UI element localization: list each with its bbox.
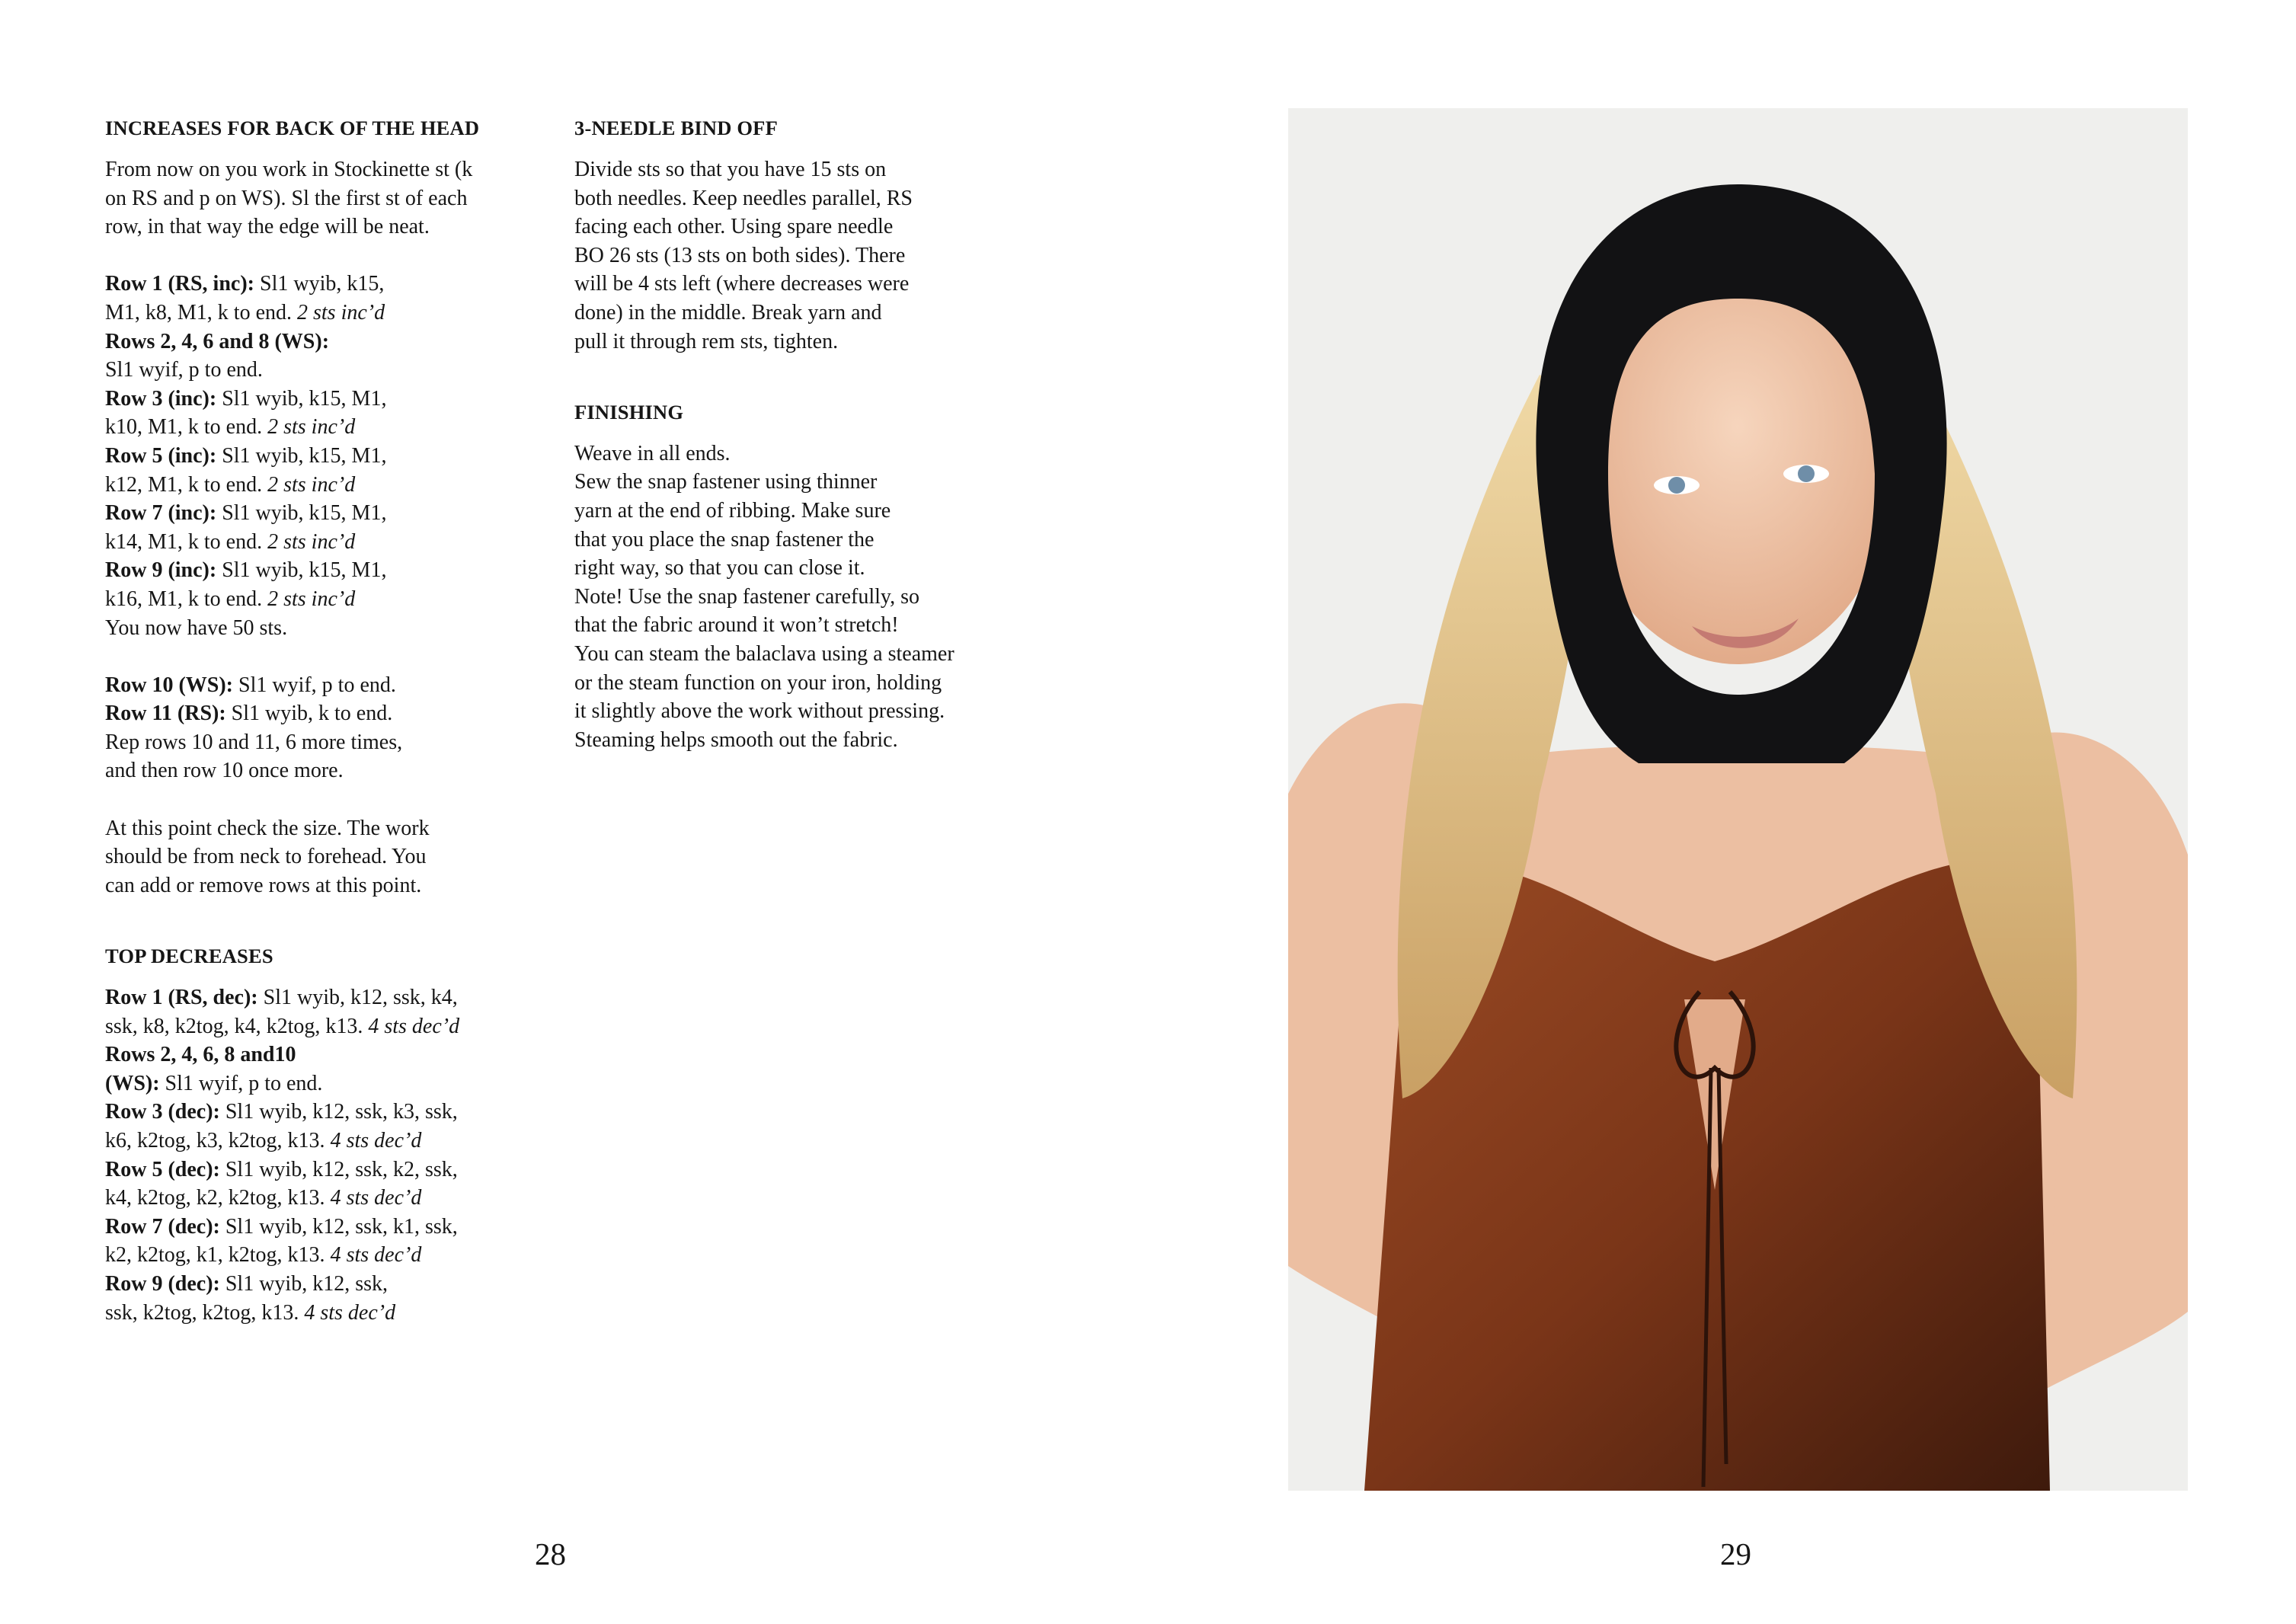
- text-line: [105, 1041, 562, 1069]
- instruction-text: k6, k2tog, k3, k2tog, k13.: [105, 1129, 331, 1152]
- section-heading: 3-NEEDLE BIND OFF: [574, 117, 778, 139]
- bold-label: (WS):: [105, 1071, 160, 1095]
- text-line: [105, 499, 562, 528]
- instruction-text: Sl1 wyib, k12, ssk,: [219, 1271, 388, 1296]
- text-line: [574, 554, 1062, 583]
- text-line: [105, 356, 562, 385]
- bold-label: Row 3 (inc):: [105, 386, 217, 411]
- instruction-text: it slightly above the work without pressing.: [574, 699, 945, 724]
- text-line: [105, 1012, 562, 1041]
- bold-label: Row 7 (dec):: [105, 1214, 220, 1239]
- instruction-text: Sl1 wyib, k15, M1,: [216, 501, 387, 526]
- text-line: [105, 413, 562, 442]
- instruction-text: Sl1 wyif, p to end.: [105, 358, 263, 382]
- model-photo: [1288, 108, 2188, 1491]
- text-line: [105, 756, 562, 785]
- text-line: [574, 270, 1062, 299]
- instruction-text: Sl1 wyif, p to end.: [159, 1071, 323, 1095]
- stitch-count-note: 2 sts inc’d: [267, 529, 356, 554]
- text-line: [105, 842, 562, 871]
- spacer: [105, 241, 562, 270]
- stitch-count-note: 4 sts dec’d: [330, 1186, 422, 1210]
- text-line: [105, 1241, 562, 1270]
- text-line: [105, 184, 562, 213]
- text-line: [105, 983, 562, 1012]
- text-line: [574, 526, 1062, 555]
- text-line: [574, 155, 1062, 184]
- stitch-count-note: 2 sts inc’d: [267, 472, 356, 497]
- instruction-text: yarn at the end of ribbing. Make sure: [574, 498, 891, 523]
- text-line: [105, 585, 562, 614]
- instruction-text: At this point check the size. The work: [105, 816, 430, 840]
- text-line: [105, 213, 562, 241]
- stitch-count-note: 4 sts dec’d: [368, 1014, 460, 1038]
- text-line: [574, 697, 1062, 726]
- instruction-text: that the fabric around it won’t stretch!: [574, 613, 899, 638]
- instruction-text: facing each other. Using spare needle: [574, 215, 894, 239]
- bold-label: Row 11 (RS):: [105, 702, 226, 726]
- instruction-text: Sl1 wyif, p to end.: [233, 673, 396, 697]
- text-line: [105, 728, 562, 757]
- instruction-text: that you place the snap fastener the: [574, 527, 875, 551]
- instruction-text: Sl1 wyib, k12, ssk, k2, ssk,: [219, 1157, 458, 1181]
- instruction-text: Note! Use the snap fastener carefully, so: [574, 584, 920, 609]
- instruction-text: ssk, k2tog, k2tog, k13.: [105, 1300, 305, 1325]
- instruction-text: You can steam the balaclava using a steamer: [574, 641, 955, 666]
- instruction-text: Sl1 wyib, k to end.: [225, 702, 393, 726]
- instruction-text: k12, M1, k to end.: [105, 472, 268, 497]
- instruction-text: and then row 10 once more.: [105, 759, 344, 783]
- instruction-text: Sl1 wyib, k15, M1,: [216, 558, 387, 583]
- instruction-text: both needles. Keep needles parallel, RS: [574, 186, 913, 210]
- instruction-text: Steaming helps smooth out the fabric.: [574, 727, 898, 752]
- spacer: [105, 642, 562, 671]
- text-line: [574, 497, 1062, 526]
- text-line: [105, 270, 562, 299]
- spacer: [105, 900, 562, 929]
- text-line: [574, 213, 1062, 241]
- bold-label: Row 9 (inc):: [105, 558, 217, 583]
- instruction-text: From now on you work in Stockinette st (k: [105, 158, 473, 181]
- text-line: [105, 671, 562, 700]
- section-heading: FINISHING: [574, 400, 684, 424]
- photo-illustration: [1288, 108, 2188, 1491]
- text-line: [574, 726, 1062, 755]
- instruction-text: row, in that way the edge will be neat.: [105, 215, 430, 239]
- instruction-text: Sew the snap fastener using thinner: [574, 470, 878, 494]
- bold-label: Rows 2, 4, 6, 8 and10: [105, 1043, 296, 1067]
- stitch-count-note: 4 sts dec’d: [330, 1243, 422, 1268]
- paragraph: [105, 671, 562, 785]
- instruction-text: Sl1 wyib, k15, M1,: [216, 443, 387, 468]
- left-text-column: [105, 114, 562, 1327]
- middle-text-column: [574, 114, 1062, 754]
- text-line: [105, 299, 562, 328]
- instruction-text: pull it through rem sts, tighten.: [574, 329, 839, 353]
- stitch-count-note: 4 sts dec’d: [330, 1129, 422, 1152]
- text-line: [105, 1156, 562, 1184]
- text-line: [105, 471, 562, 500]
- bold-label: Row 5 (inc):: [105, 443, 217, 468]
- paragraph: [105, 155, 562, 241]
- instruction-text: M1, k8, M1, k to end.: [105, 300, 297, 324]
- bold-label: Rows 2, 4, 6 and 8 (WS):: [105, 329, 330, 353]
- bold-label: Row 10 (WS):: [105, 673, 233, 697]
- bold-label: Row 3 (dec):: [105, 1100, 220, 1124]
- text-line: [574, 468, 1062, 497]
- text-line: [105, 1213, 562, 1242]
- spacer: [574, 356, 1062, 385]
- stitch-count-note: 2 sts inc’d: [267, 587, 356, 611]
- text-line: [105, 528, 562, 557]
- instruction-text: Weave in all ends.: [574, 441, 731, 465]
- text-line: [574, 611, 1062, 640]
- page-number-left: 28: [535, 1536, 566, 1571]
- instruction-text: You now have 50 sts.: [105, 615, 288, 640]
- instruction-text: Sl1 wyib, k12, ssk, k4,: [257, 986, 458, 1010]
- instruction-text: k14, M1, k to end.: [105, 529, 268, 554]
- text-line: [574, 583, 1062, 612]
- paragraph: [105, 983, 562, 1327]
- instruction-text: should be from neck to forehead. You: [105, 845, 427, 869]
- text-line: [105, 155, 562, 184]
- section-heading: INCREASES FOR BACK OF THE HEAD: [105, 117, 480, 139]
- stitch-count-note: 2 sts inc’d: [297, 300, 385, 324]
- instruction-text: Sl1 wyib, k12, ssk, k1, ssk,: [219, 1214, 458, 1239]
- paragraph: [574, 155, 1062, 356]
- paragraph: [105, 814, 562, 900]
- instruction-text: Sl1 wyib, k12, ssk, k3, ssk,: [219, 1100, 458, 1124]
- text-line: [574, 184, 1062, 213]
- instruction-text: Sl1 wyib, k15, M1,: [216, 386, 387, 411]
- text-line: [105, 1184, 562, 1213]
- text-line: [105, 871, 562, 900]
- text-line: [574, 241, 1062, 270]
- bold-label: Row 7 (inc):: [105, 501, 217, 526]
- bold-label: Row 1 (RS, inc):: [105, 272, 254, 296]
- stitch-count-note: 4 sts dec’d: [304, 1300, 396, 1325]
- instruction-text: k10, M1, k to end.: [105, 415, 268, 440]
- text-line: [105, 385, 562, 414]
- text-line: [574, 440, 1062, 468]
- text-line: [105, 699, 562, 728]
- text-line: [105, 328, 562, 356]
- instruction-text: Rep rows 10 and 11, 6 more times,: [105, 730, 403, 754]
- stitch-count-note: 2 sts inc’d: [267, 415, 356, 440]
- text-line: [105, 1098, 562, 1127]
- text-line: [574, 328, 1062, 356]
- instruction-text: can add or remove rows at this point.: [105, 873, 422, 897]
- instruction-text: will be 4 sts left (where decreases were: [574, 272, 910, 296]
- instruction-text: right way, so that you can close it.: [574, 556, 865, 580]
- instruction-text: done) in the middle. Break yarn and: [574, 300, 882, 324]
- text-line: [574, 669, 1062, 698]
- spacer: [105, 785, 562, 814]
- instruction-text: on RS and p on WS). Sl the first st of each: [105, 186, 468, 210]
- text-line: [105, 556, 562, 585]
- instruction-text: k2, k2tog, k1, k2tog, k13.: [105, 1243, 331, 1268]
- text-line: [105, 814, 562, 843]
- text-line: [105, 614, 562, 643]
- text-line: [105, 442, 562, 471]
- text-line: [574, 640, 1062, 669]
- instruction-text: k16, M1, k to end.: [105, 587, 268, 611]
- instruction-text: Sl1 wyib, k15,: [254, 272, 385, 296]
- text-line: [105, 1299, 562, 1328]
- page-number-right: 29: [1720, 1536, 1751, 1571]
- text-line: [105, 1069, 562, 1098]
- instruction-text: k4, k2tog, k2, k2tog, k13.: [105, 1186, 331, 1210]
- instruction-text: or the steam function on your iron, holding: [574, 670, 942, 695]
- bold-label: Row 1 (RS, dec):: [105, 986, 258, 1010]
- section-heading: TOP DECREASES: [105, 945, 273, 968]
- text-line: [105, 1127, 562, 1156]
- text-line: [105, 1270, 562, 1299]
- bold-label: Row 9 (dec):: [105, 1271, 220, 1296]
- instruction-text: BO 26 sts (13 sts on both sides). There: [574, 243, 906, 267]
- text-line: [574, 299, 1062, 328]
- instruction-text: Divide sts so that you have 15 sts on: [574, 158, 887, 181]
- paragraph: [574, 440, 1062, 755]
- instruction-text: ssk, k8, k2tog, k4, k2tog, k13.: [105, 1014, 369, 1038]
- paragraph: [105, 270, 562, 642]
- bold-label: Row 5 (dec):: [105, 1157, 220, 1181]
